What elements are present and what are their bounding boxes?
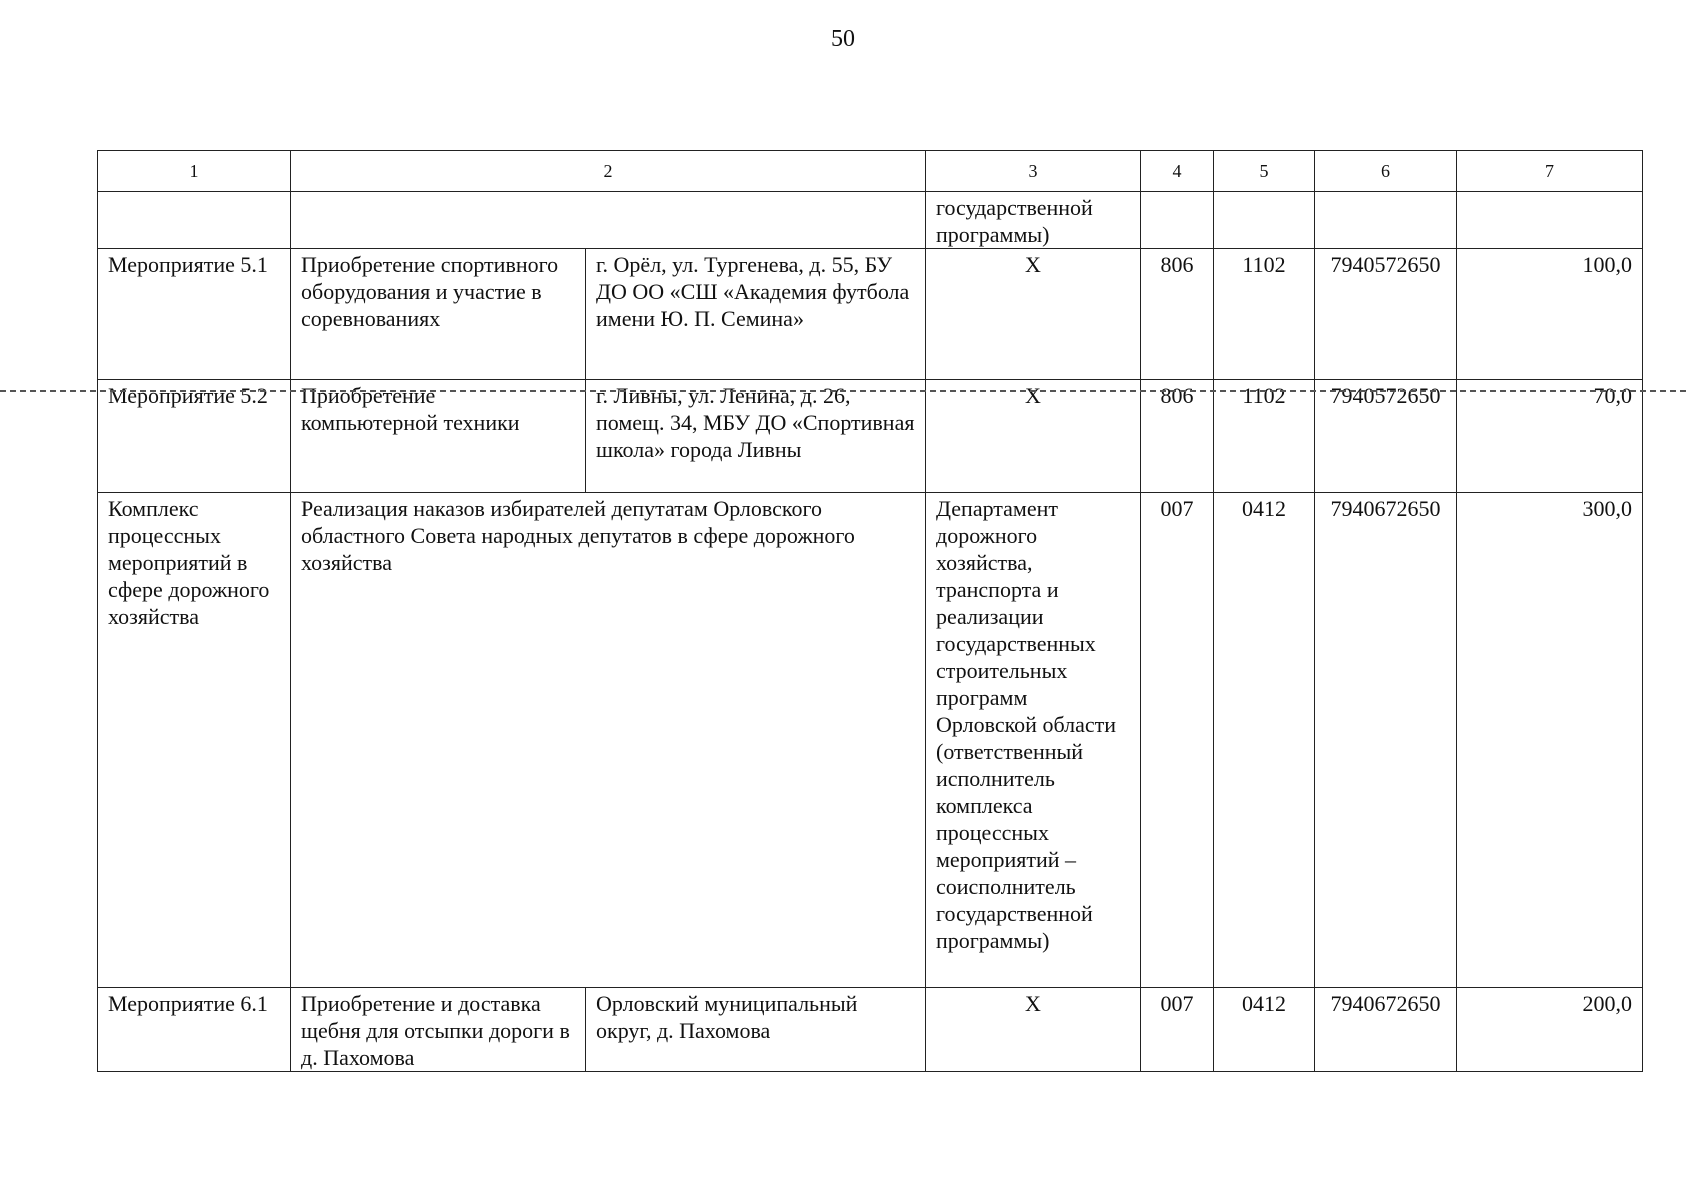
row-description: Приобретение и доставка щебня для отсыпки дороги в д. Пахомова xyxy=(291,988,586,1072)
row-code-5: 0412 xyxy=(1214,493,1315,988)
row-executor: Департамент дорожного хозяйства, транспорта и реализации государственных строительных программ Орловской области (ответственный исполнитель комплекса процессных мероприятий – соисполнитель государственной программы) xyxy=(926,493,1141,988)
row-code-5: 1102 xyxy=(1214,380,1315,493)
row-code-4: 806 xyxy=(1141,380,1214,493)
row-location: г. Орёл, ул. Тургенева, д. 55, БУ ДО ОО «СШ «Академия футбола имени Ю. П. Семина» xyxy=(586,249,926,380)
row-code-6: 7940672650 xyxy=(1315,988,1457,1072)
continuation-empty-6 xyxy=(1315,192,1457,249)
page-number: 50 xyxy=(831,26,855,52)
row-name: Комплекс процессных мероприятий в сфере дорожного хозяйства xyxy=(98,493,291,988)
row-description: Приобретение спортивного оборудования и участие в соревнованиях xyxy=(291,249,586,380)
header-cell-1: 1 xyxy=(98,151,291,192)
row-code-6: 7940572650 xyxy=(1315,249,1457,380)
table-row xyxy=(98,380,1643,493)
continuation-empty-5 xyxy=(1214,192,1315,249)
continuation-executor: государственной программы) xyxy=(926,192,1141,249)
row-executor: Х xyxy=(926,988,1141,1072)
row-amount: 100,0 xyxy=(1457,249,1643,380)
budget-table xyxy=(97,150,1643,1072)
row-amount: 200,0 xyxy=(1457,988,1643,1072)
row-name: Мероприятие 6.1 xyxy=(98,988,291,1072)
row-amount: 70,0 xyxy=(1457,380,1643,493)
continuation-empty-7 xyxy=(1457,192,1643,249)
row-name: Мероприятие 5.2 xyxy=(98,380,291,493)
row-amount: 300,0 xyxy=(1457,493,1643,988)
row-code-6: 7940572650 xyxy=(1315,380,1457,493)
continuation-empty-4 xyxy=(1141,192,1214,249)
row-code-4: 806 xyxy=(1141,249,1214,380)
row-description: Реализация наказов избирателей депутатам Орловского областного Совета народных депутатов в сфере дорожного хозяйства xyxy=(291,493,926,988)
header-cell-5: 5 xyxy=(1214,151,1315,192)
header-cell-7: 7 xyxy=(1457,151,1643,192)
table-row xyxy=(98,493,1643,988)
header-cell-4: 4 xyxy=(1141,151,1214,192)
row-code-6: 7940672650 xyxy=(1315,493,1457,988)
continuation-empty-1 xyxy=(98,192,291,249)
row-name: Мероприятие 5.1 xyxy=(98,249,291,380)
row-executor: Х xyxy=(926,380,1141,493)
row-location: Орловский муниципальный округ, д. Пахомова xyxy=(586,988,926,1072)
row-location: г. Ливны, ул. Ленина, д. 26, помещ. 34, МБУ ДО «Спортивная школа» города Ливны xyxy=(586,380,926,493)
header-row xyxy=(98,151,1643,192)
continuation-row xyxy=(98,192,1643,249)
row-code-4: 007 xyxy=(1141,988,1214,1072)
header-cell-2: 2 xyxy=(291,151,926,192)
table-row xyxy=(98,249,1643,380)
row-code-5: 0412 xyxy=(1214,988,1315,1072)
row-code-5: 1102 xyxy=(1214,249,1315,380)
header-cell-6: 6 xyxy=(1315,151,1457,192)
row-code-4: 007 xyxy=(1141,493,1214,988)
header-cell-3: 3 xyxy=(926,151,1141,192)
row-description: Приобретение компьютерной техники xyxy=(291,380,586,493)
continuation-empty-2 xyxy=(291,192,926,249)
table-row xyxy=(98,988,1643,1072)
scan-artifact-dashed-line xyxy=(0,390,1686,392)
row-executor: Х xyxy=(926,249,1141,380)
